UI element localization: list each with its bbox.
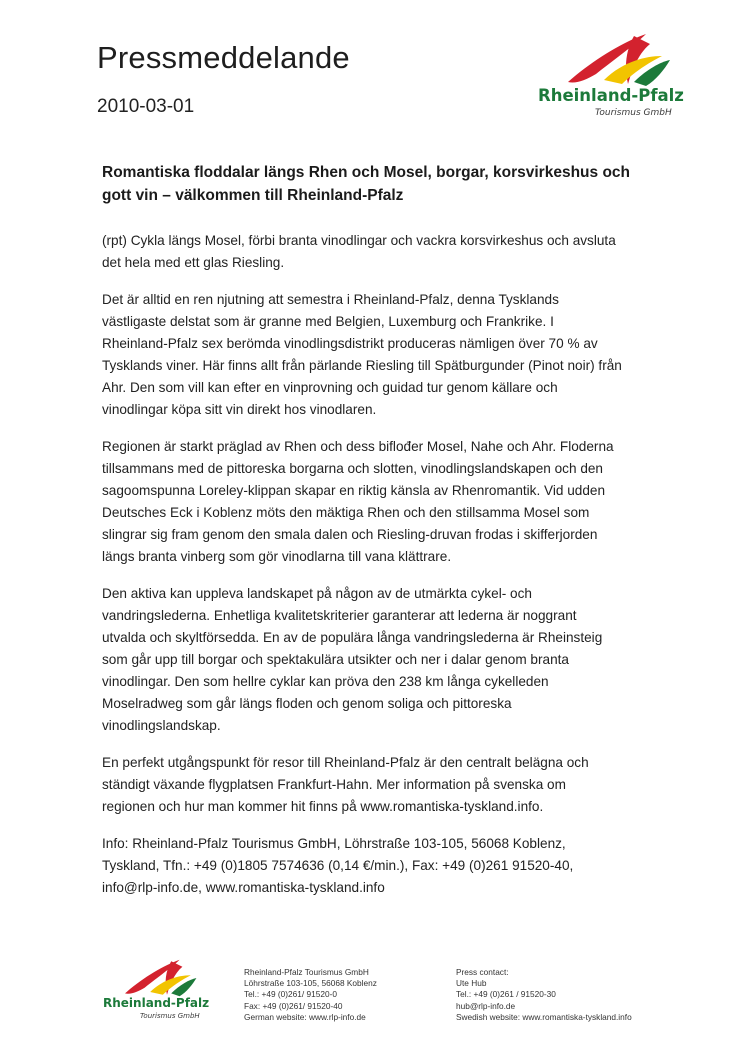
press-release-date: 2010-03-01 xyxy=(97,96,195,117)
article-body xyxy=(102,230,622,914)
paragraph: Det är alltid en ren njutning att semestra i Rheinland-Pfalz, denna Tysklands västligaste delstat som är granne med Belgien, Luxemburg och Frankrike. I Rheinland-Pfalz sex berömda vinodlingsdistrikt produceras nämligen över 70 % av Tysklands viner. Här finns allt från pärlande Riesling till Spätburgunder (Pinot noir) från Ahr. Den som vill kan efter en vinprovning och guidad tur genom källare och vinodlingar köpa sitt vin direkt hos vinodlaren. xyxy=(102,292,622,417)
paragraph: (rpt) Cykla längs Mosel, förbi branta vinodlingar och vackra korsvirkeshus och avsluta det hela med ett glas Riesling. xyxy=(102,233,616,270)
page-title: Pressmeddelande xyxy=(97,40,350,75)
footer-fax: Fax: +49 (0)261/ 91520-40 xyxy=(244,1000,343,1011)
logo-swoosh-icon xyxy=(538,30,678,90)
logo-name: Rheinland-Pfalz xyxy=(538,86,684,105)
rheinland-pfalz-logo xyxy=(538,30,684,126)
press-contact-phone: Tel.: +49 (0)261 / 91520-30 xyxy=(456,989,556,1000)
footer-logo-name: Rheinland-Pfalz xyxy=(103,996,210,1010)
footer-company-info xyxy=(244,967,377,1023)
paragraph: Regionen är starkt präglad av Rhen och dess biflođer Mosel, Nahe och Ahr. Floderna tillsammans med de pittoreska borgarna och slotten, vinodlingslandskapen och den sagoomspunna Loreley-klippan skapar en riktig känsla av Rhenromantik. Vid udden Deutsches Eck i Koblenz möts den mäktiga Rhen och den stillsamma Mosel som slingrar sig fram genom den smala dalen och Riesling-druvan frodas i skifferjorden längs branta vinberg som gör vinodlarna till vana klättrare. xyxy=(102,439,614,564)
press-contact-website: Swedish website: www.romantiska-tyskland.info xyxy=(456,1011,632,1022)
press-contact-name: Ute Hub xyxy=(456,978,487,989)
contact-paragraph: Info: Rheinland-Pfalz Tourismus GmbH, Löhrstraße 103-105, 56068 Koblenz, Tyskland, Tfn.: +49 (0)1805 7574636 (0,14 €/min.), Fax: +49 (0)261 91520-40, info@rlp-info.de, www.romantiska-tyskland.info xyxy=(102,836,574,895)
article-headline: Romantiska floddalar längs Rhen och Mosel, borgar, korsvirkeshus och gott vin – välkommen till Rheinland-Pfalz xyxy=(102,164,630,204)
footer-press-contact xyxy=(456,967,632,1023)
logo-subtitle: Tourismus GmbH xyxy=(595,108,672,118)
paragraph: En perfekt utgångspunkt för resor till Rheinland-Pfalz är den centralt belägna och ständigt växande flygplatsen Frankfurt-Hahn. Mer information på svenska om regionen och hur man kommer hit finns på www.romantiska-tyskland.info. xyxy=(102,755,589,814)
footer-website: German website: www.rlp-info.de xyxy=(244,1011,366,1022)
press-contact-email: hub@rlp-info.de xyxy=(456,1000,516,1011)
footer-company-name: Rheinland-Pfalz Tourismus GmbH xyxy=(244,967,369,977)
press-contact-label: Press contact: xyxy=(456,967,509,977)
footer-phone: Tel.: +49 (0)261/ 91520-0 xyxy=(244,989,337,1000)
paragraph: Den aktiva kan uppleva landskapet på någon av de utmärkta cykel- och vandringslederna. Enhetliga kvalitetskriterier garanterar att lederna är noggrant utvalda och skyltförsedda. En av de populära långa vandringslederna är Rheinsteig som går upp till borgar och spektakulära utsikter och ner i dalar genom branta vinodlingar. Den som hellre cyklar kan pröva den 238 km långa cykelleden Moselradweg som går längs floden och genom soliga och pittoreska vinodlingslandskap. xyxy=(102,586,603,733)
footer-address: Löhrstraße 103-105, 56068 Koblenz xyxy=(244,978,377,989)
footer-logo xyxy=(103,957,210,1025)
footer-logo-subtitle: Tourismus GmbH xyxy=(140,1012,200,1020)
logo-swoosh-icon xyxy=(103,957,203,999)
